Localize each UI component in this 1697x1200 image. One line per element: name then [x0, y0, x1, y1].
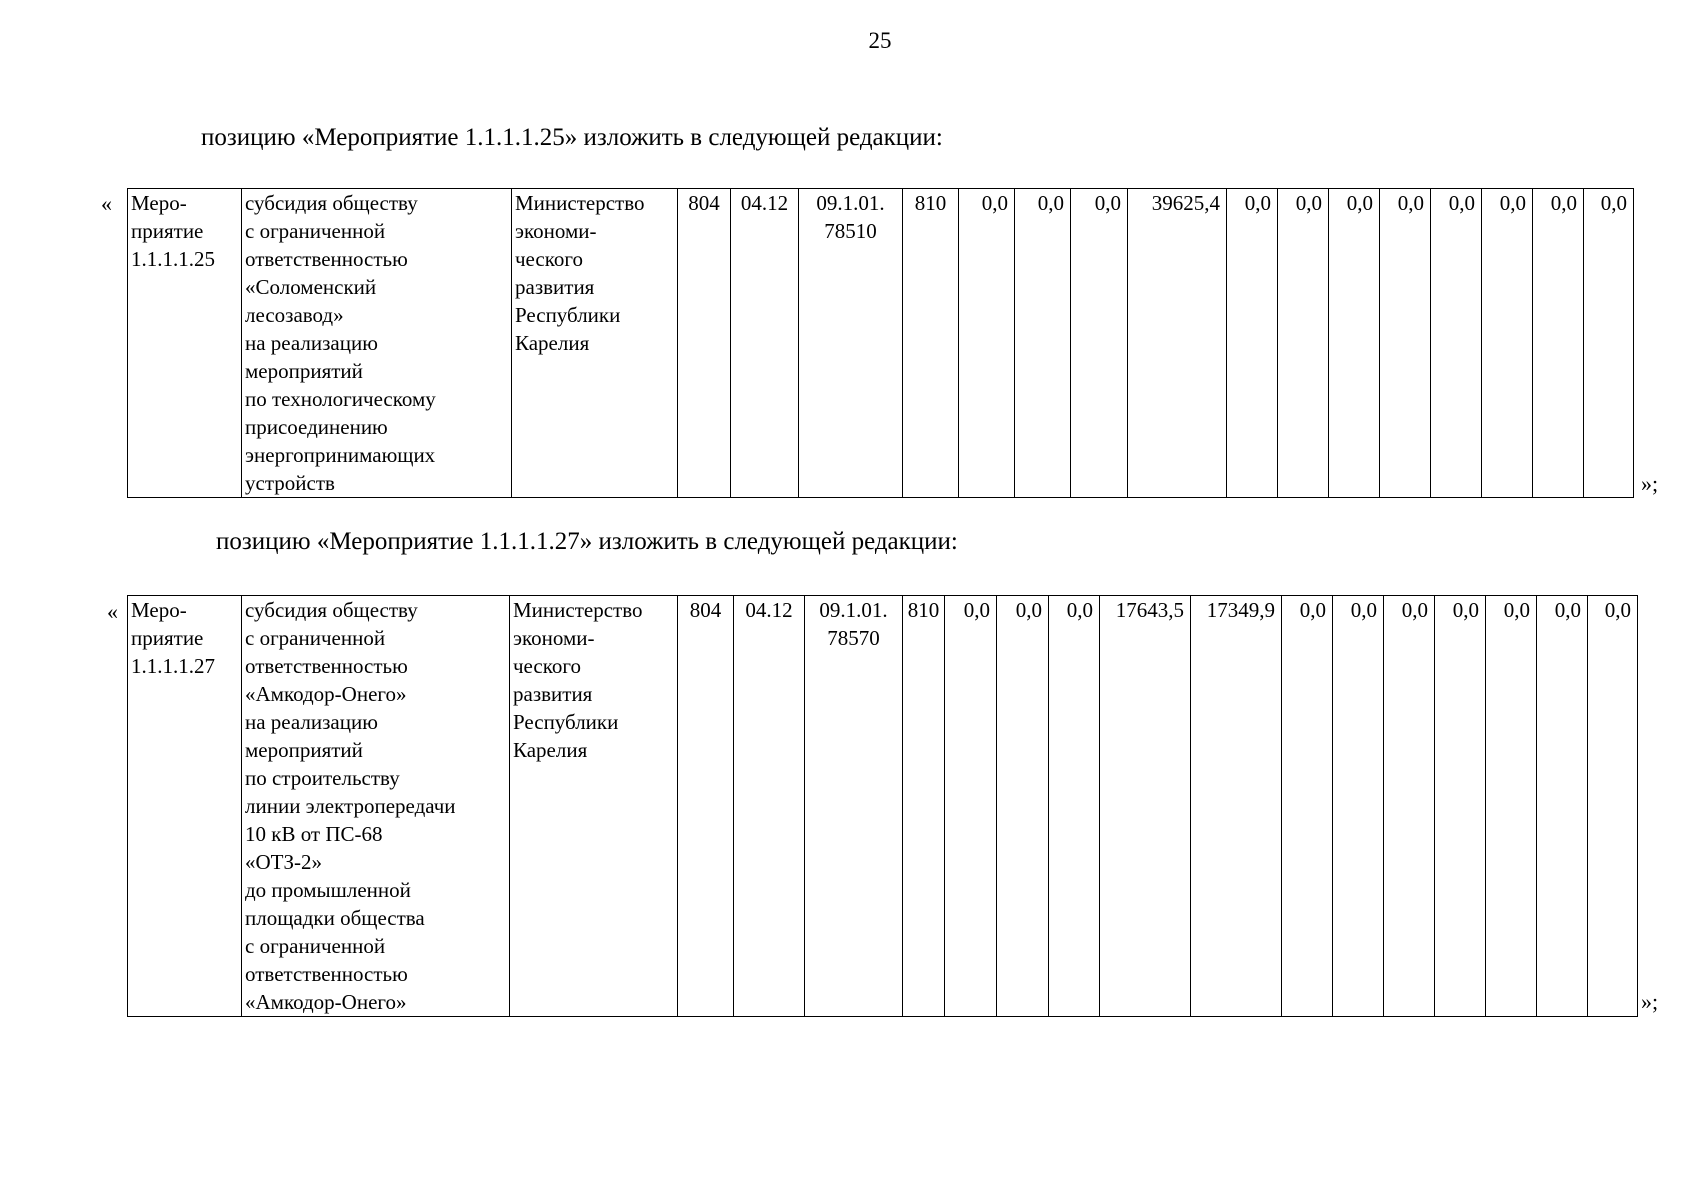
page-number: 25 — [868, 28, 892, 53]
target-article-cell: 09.1.01. 78510 — [799, 189, 903, 498]
value-cell: 0,0 — [945, 596, 997, 1017]
value-cell: 0,0 — [1435, 596, 1486, 1017]
target-article-cell: 09.1.01. 78570 — [805, 596, 903, 1017]
value-cell: 0,0 — [1278, 189, 1329, 498]
section-1-table — [127, 188, 1634, 498]
section-2-table — [127, 595, 1638, 1017]
value-cell: 0,0 — [1584, 189, 1634, 498]
value-cell: 17643,5 — [1100, 596, 1191, 1017]
section-2-intro: позицию «Мероприятие 1.1.1.1.27» изложить в следующей редакции: — [216, 528, 958, 555]
measure-cell: Меро- приятие 1.1.1.1.27 — [128, 596, 242, 1017]
table-row — [128, 596, 1638, 1017]
value-cell: 0,0 — [1015, 189, 1071, 498]
section-1-intro: позицию «Мероприятие 1.1.1.1.25» изложить в следующей редакции: — [201, 124, 943, 151]
section-2-quote-open: « — [107, 599, 118, 624]
section-2-quote-close: »; — [1641, 989, 1659, 1014]
executor-cell: Министерство экономи- ческого развития Республики Карелия — [510, 596, 678, 1017]
section-1-quote-close: »; — [1641, 471, 1659, 496]
value-cell: 0,0 — [1588, 596, 1638, 1017]
value-cell: 0,0 — [1329, 189, 1380, 498]
value-cell: 0,0 — [1333, 596, 1384, 1017]
value-cell: 0,0 — [1482, 189, 1533, 498]
value-cell: 0,0 — [1431, 189, 1482, 498]
value-cell: 0,0 — [1486, 596, 1537, 1017]
value-cell: 0,0 — [1049, 596, 1100, 1017]
value-cell: 0,0 — [1227, 189, 1278, 498]
value-cell: 0,0 — [1071, 189, 1128, 498]
expense-type-cell: 810 — [903, 189, 959, 498]
grbs-cell: 804 — [678, 596, 734, 1017]
value-cell: 0,0 — [1384, 596, 1435, 1017]
value-cell: 0,0 — [1380, 189, 1431, 498]
description-cell: субсидия обществу с ограниченной ответственностью «Амкодор-Онего» на реализацию мероприятий по строительству линии электропередачи 10 кВ от ПС-68 «ОТЗ-2» до промышленной площадки общества с ограниченной ответственностью «Амкодор-Онего» — [242, 596, 510, 1017]
section-code-cell: 04.12 — [731, 189, 799, 498]
table-row — [128, 189, 1634, 498]
value-cell: 0,0 — [1533, 189, 1584, 498]
value-cell: 0,0 — [997, 596, 1049, 1017]
value-cell: 0,0 — [1537, 596, 1588, 1017]
value-cell: 39625,4 — [1128, 189, 1227, 498]
measure-cell: Меро- приятие 1.1.1.1.25 — [128, 189, 242, 498]
expense-type-cell: 810 — [903, 596, 945, 1017]
section-1-quote-open: « — [101, 191, 112, 216]
grbs-cell: 804 — [678, 189, 731, 498]
description-cell: субсидия обществу с ограниченной ответственностью «Соломенский лесозавод» на реализацию мероприятий по технологическому присоединению энергопринимающих устройств — [242, 189, 512, 498]
section-code-cell: 04.12 — [734, 596, 805, 1017]
value-cell: 0,0 — [1282, 596, 1333, 1017]
value-cell: 17349,9 — [1191, 596, 1282, 1017]
value-cell: 0,0 — [959, 189, 1015, 498]
executor-cell: Министерство экономи- ческого развития Республики Карелия — [512, 189, 678, 498]
